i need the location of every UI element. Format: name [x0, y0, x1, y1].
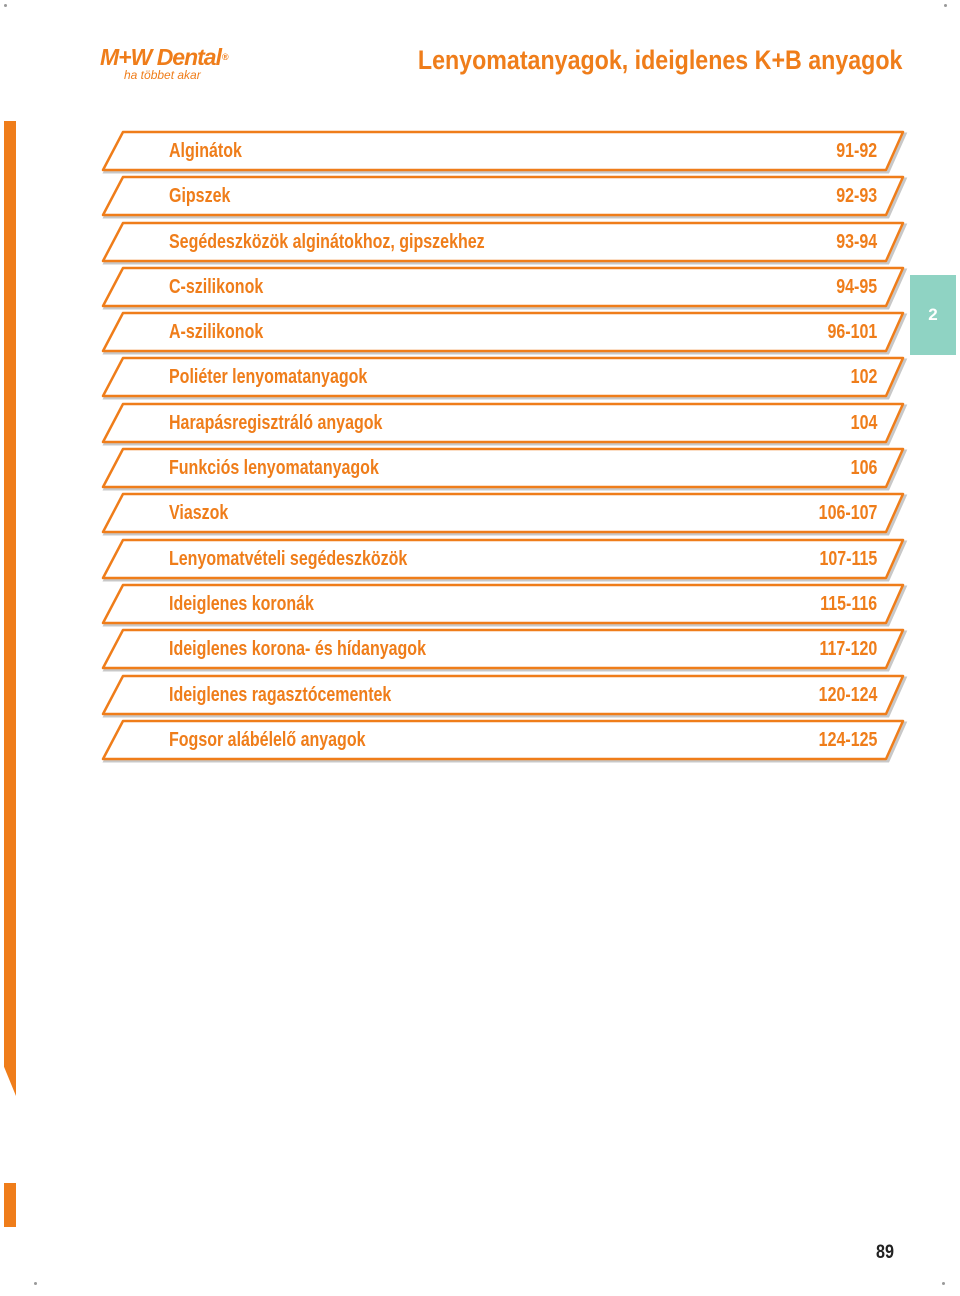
toc-entry-pages: 92-93	[836, 185, 877, 208]
page-number: 89	[876, 1242, 894, 1263]
toc-entry-pages: 106-107	[818, 502, 877, 525]
toc-row[interactable]	[96, 402, 910, 447]
toc-row[interactable]	[96, 356, 910, 401]
page-title: Lenyomatanyagok, ideiglenes K+B anyagok	[417, 45, 902, 75]
toc-entry-pages: 94-95	[836, 275, 877, 298]
chapter-tab: 2	[910, 275, 956, 355]
toc-entry-pages: 102	[850, 366, 877, 389]
crop-mark	[4, 4, 7, 7]
toc-entry-label: Ideiglenes koronák	[169, 592, 314, 615]
logo-name: M+W Dental	[100, 44, 221, 70]
toc-row[interactable]	[96, 719, 910, 764]
toc-entry-label: Fogsor alábélelő anyagok	[169, 728, 366, 751]
toc-entry-label: Funkciós lenyomatanyagok	[169, 457, 379, 480]
toc-row[interactable]	[96, 538, 910, 583]
toc-entry-pages: 106	[850, 457, 877, 480]
crop-mark	[944, 4, 947, 7]
toc-row[interactable]	[96, 492, 910, 537]
registered-mark-icon: ®	[221, 52, 228, 62]
toc-entry-label: Gipszek	[169, 185, 231, 208]
toc-entry-pages: 107-115	[819, 547, 877, 570]
left-edge-marker	[4, 1183, 16, 1227]
toc-entry-pages: 120-124	[818, 683, 877, 706]
toc-entry-pages: 115-116	[820, 592, 877, 615]
toc-row[interactable]	[96, 130, 910, 175]
left-edge-bar	[4, 121, 16, 1096]
toc-entry-pages: 117-120	[819, 638, 877, 661]
toc-entry-label: A-szilikonok	[169, 321, 264, 344]
toc-row[interactable]	[96, 311, 910, 356]
brand-logo	[100, 44, 230, 84]
toc-entry-label: Ideiglenes korona- és hídanyagok	[169, 638, 426, 661]
toc-row[interactable]	[96, 674, 910, 719]
toc-row[interactable]	[96, 447, 910, 492]
toc-entry-pages: 93-94	[836, 230, 877, 253]
toc-row[interactable]	[96, 266, 910, 311]
toc-entry-label: Harapásregisztráló anyagok	[169, 411, 383, 434]
toc-entry-label: Viaszok	[169, 502, 229, 525]
crop-mark	[34, 1282, 37, 1285]
toc-row[interactable]	[96, 175, 910, 220]
toc-entry-pages: 96-101	[827, 321, 877, 344]
toc-entry-label: Lenyomatvételi segédeszközök	[169, 547, 408, 570]
toc-entry-pages: 104	[850, 411, 877, 434]
toc-entry-pages: 91-92	[836, 140, 877, 162]
logo-wordmark	[100, 44, 228, 70]
crop-mark	[942, 1282, 945, 1285]
table-of-contents	[96, 130, 910, 764]
toc-entry-label: Poliéter lenyomatanyagok	[169, 366, 368, 389]
logo-tagline: ha többet akar	[124, 68, 201, 82]
toc-entry-label: Ideiglenes ragasztócementek	[169, 683, 392, 706]
toc-entry-label: Alginátok	[169, 140, 242, 162]
toc-entry-pages: 124-125	[818, 728, 877, 751]
toc-row[interactable]	[96, 583, 910, 628]
toc-entry-label: Segédeszközök alginátokhoz, gipszekhez	[169, 230, 485, 253]
toc-entry-label: C-szilikonok	[169, 275, 264, 298]
toc-row[interactable]	[96, 628, 910, 673]
toc-row[interactable]	[96, 221, 910, 266]
